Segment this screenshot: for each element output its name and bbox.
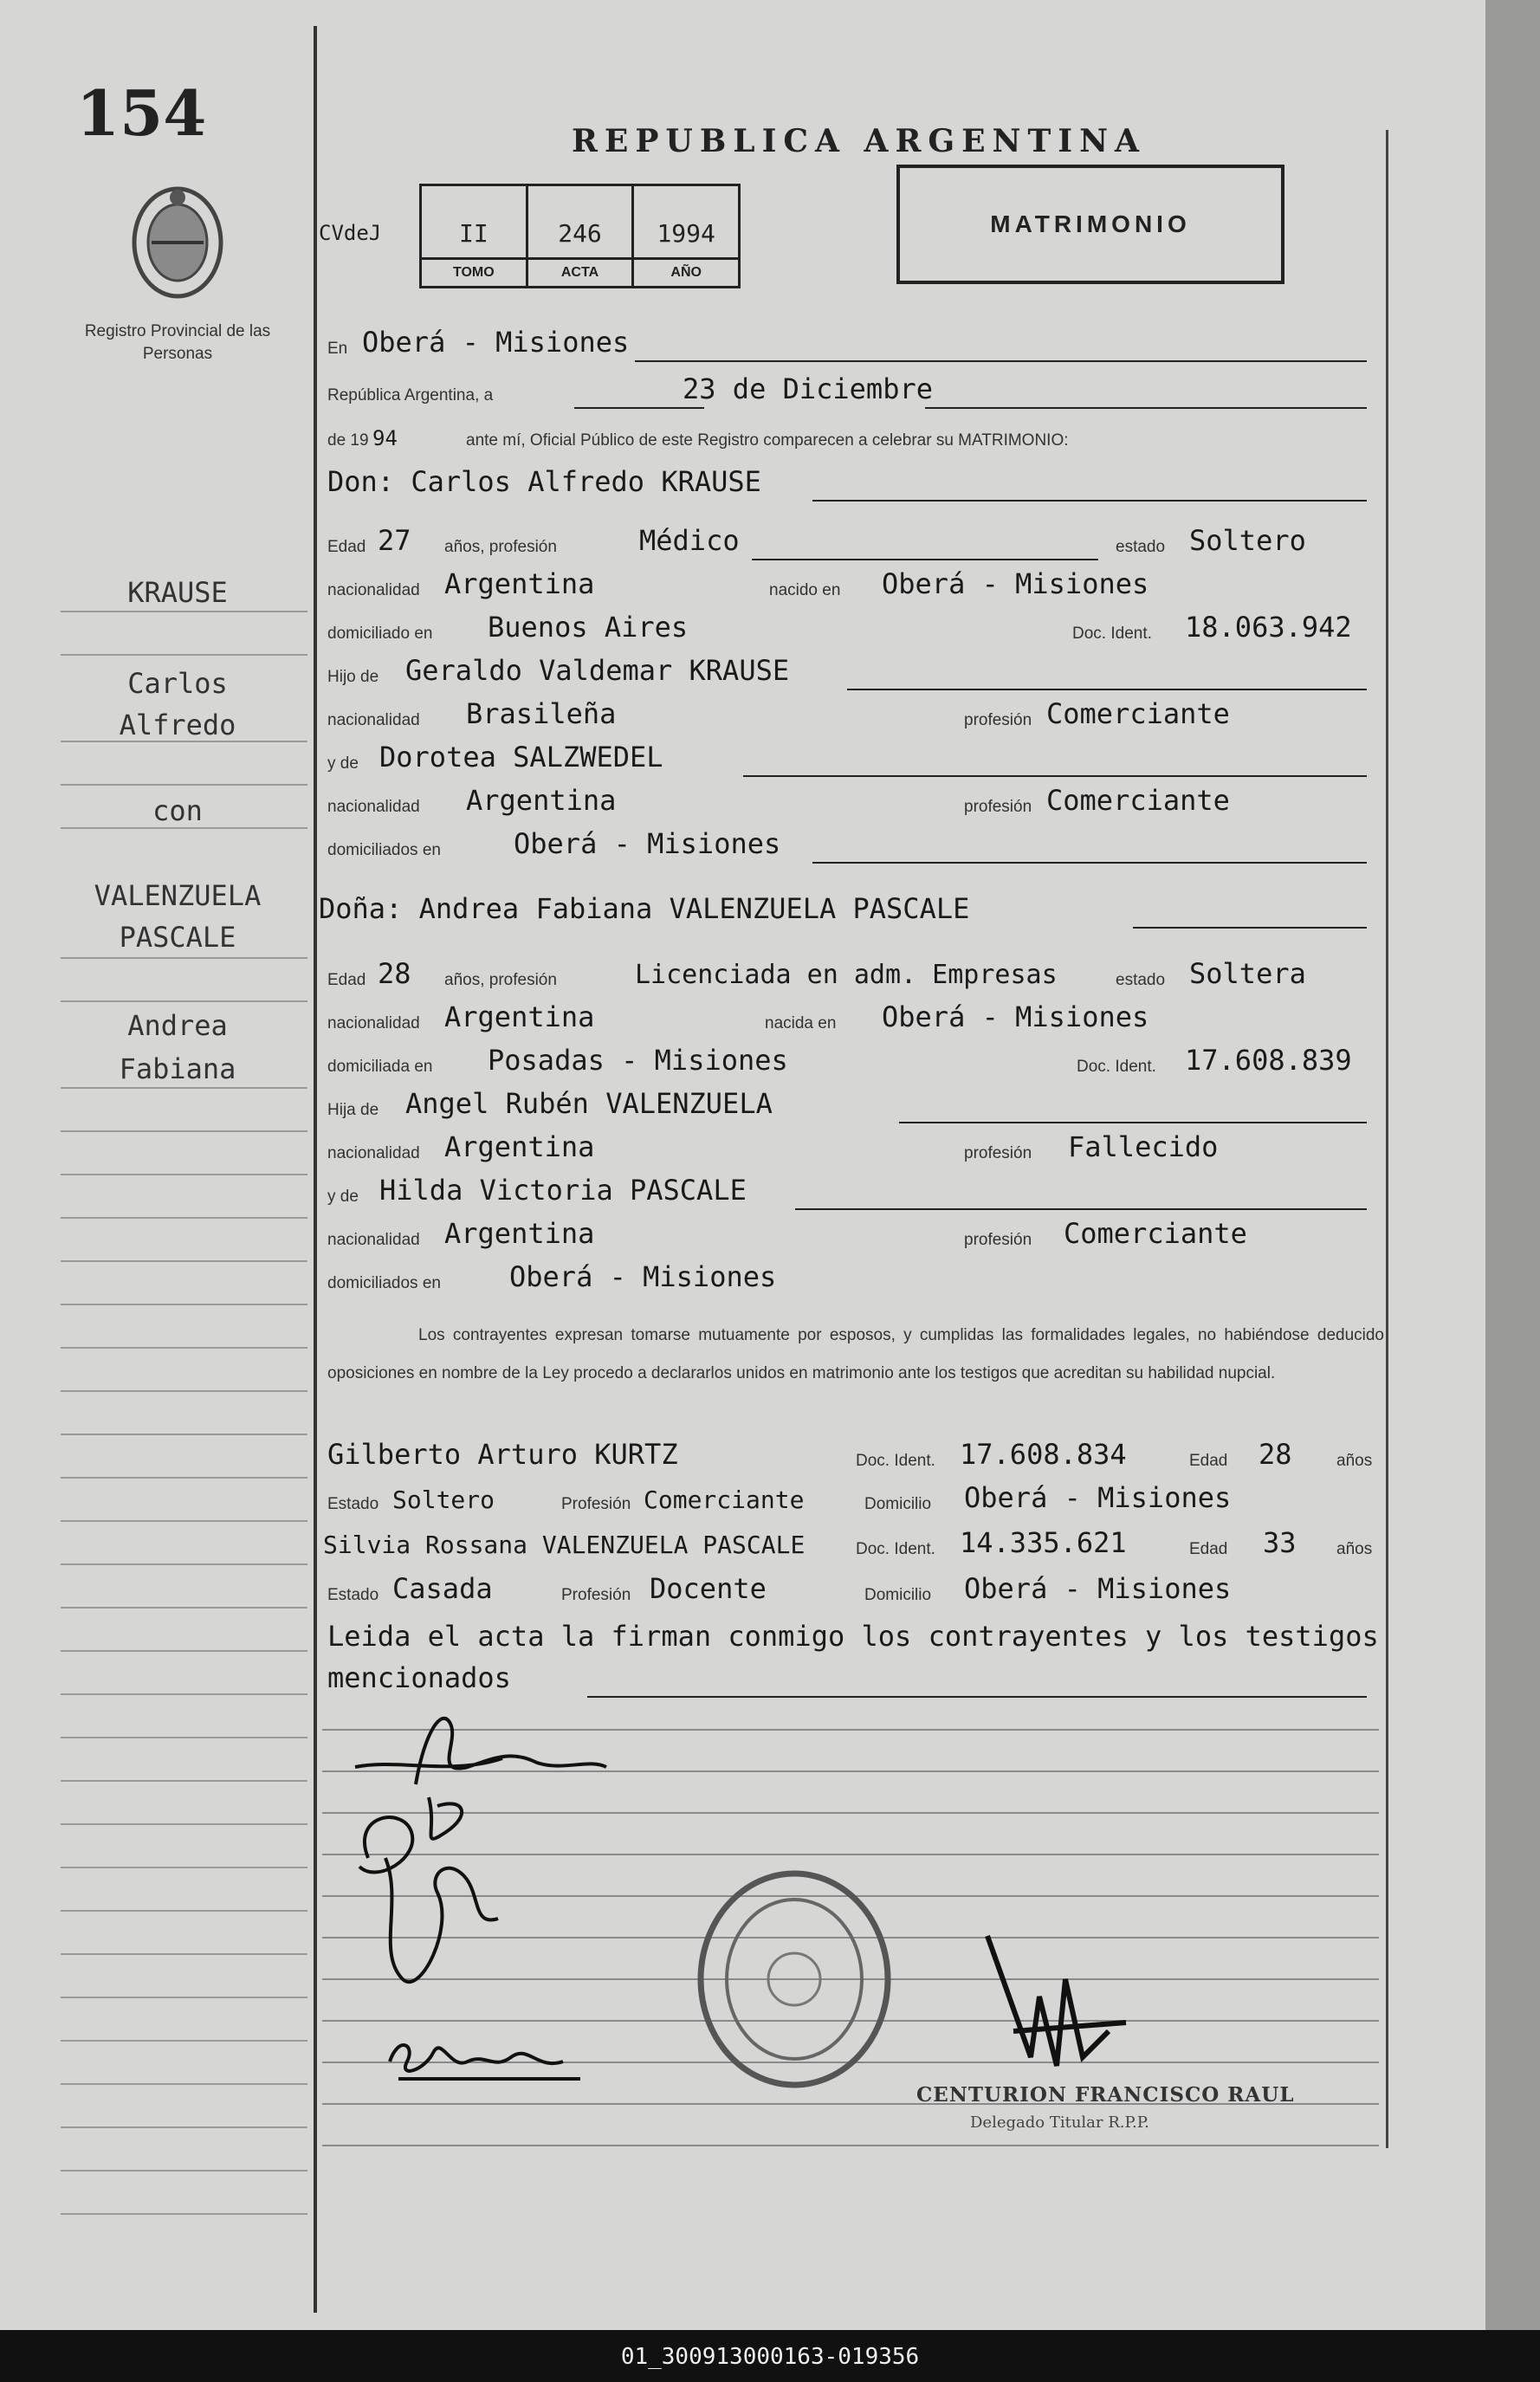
row-witness2-name xyxy=(323,1526,1388,1564)
prof-label: profesión xyxy=(964,1144,1032,1162)
row-bride-domicile xyxy=(327,1044,1388,1082)
signature-bride xyxy=(333,1780,559,2005)
signature-official xyxy=(979,1927,1135,2092)
margin-ruled-line xyxy=(61,2126,307,2128)
bride-birthplace: Oberá - Misiones xyxy=(882,1000,1149,1033)
official-name: CENTURION FRANCISCO RAUL xyxy=(916,2083,1295,2107)
document-header: REPUBLICA ARGENTINA xyxy=(572,123,1146,159)
row-groom-age xyxy=(327,524,1388,562)
witness2-marital: Casada xyxy=(392,1572,493,1605)
dom-label: Domicilio xyxy=(864,1586,932,1604)
edad-label: Edad xyxy=(327,538,366,556)
acta-cell xyxy=(528,186,635,286)
ruled-line xyxy=(322,2145,1379,2146)
acta-label: ACTA xyxy=(528,257,632,286)
official-stamp xyxy=(693,1867,896,2092)
groom-father-profession: Comerciante xyxy=(1046,697,1230,730)
image-id-label: 01_300913000163-019356 xyxy=(620,2344,920,2370)
anos-prof-label: años, profesión xyxy=(444,971,557,989)
blank-line xyxy=(925,407,1367,409)
row-witness1-name xyxy=(327,1438,1388,1476)
groom-doc: 18.063.942 xyxy=(1185,611,1352,644)
prof-label: profesión xyxy=(964,798,1032,816)
row-groom-parents-dom xyxy=(327,827,1388,865)
row-bride-mother xyxy=(327,1174,1388,1212)
blank-line xyxy=(899,1122,1367,1123)
margin-ruled-line xyxy=(61,1260,307,1262)
anos-label: años xyxy=(1336,1540,1373,1558)
place-value: Oberá - Misiones xyxy=(362,326,630,359)
blank-line xyxy=(812,862,1367,864)
row-bride-father xyxy=(327,1087,1388,1125)
prof-label: profesión xyxy=(964,1231,1032,1249)
margin-note-surname: KRAUSE xyxy=(127,576,228,609)
nac-label: nacionalidad xyxy=(327,1014,420,1032)
row-groom-father-nat xyxy=(327,697,1388,735)
nac-label: nacionalidad xyxy=(327,1144,420,1162)
bride-marital: Soltera xyxy=(1189,957,1306,990)
nac-label: nacionalidad xyxy=(327,581,420,599)
groom-profession: Médico xyxy=(639,524,740,557)
margin-ruled-line xyxy=(61,784,307,786)
prof-label: Profesión xyxy=(561,1495,631,1513)
margin-note-con: con xyxy=(152,794,203,827)
bride-age: 28 xyxy=(378,957,411,990)
witness2-age: 33 xyxy=(1263,1526,1297,1559)
row-bride-nationality xyxy=(327,1000,1388,1039)
estado-label: Estado xyxy=(327,1495,379,1513)
margin-ruled-line xyxy=(61,2170,307,2172)
cvdej-note: CVdeJ xyxy=(319,221,382,245)
estado-label: estado xyxy=(1116,971,1166,989)
row-groom-nationality xyxy=(327,567,1388,605)
signature-witness xyxy=(381,2027,589,2087)
margin-ruled-line xyxy=(61,1607,307,1608)
nac-label: nacionalidad xyxy=(327,798,420,816)
doc-label: Doc. Ident. xyxy=(1077,1058,1156,1076)
margin-ruled-line xyxy=(61,1174,307,1175)
hija-label: Hija de xyxy=(327,1101,379,1119)
estado-label: estado xyxy=(1116,538,1166,556)
witness1-marital: Soltero xyxy=(392,1486,495,1514)
margin-ruled-line xyxy=(61,2040,307,2042)
row-groom-domicile xyxy=(327,611,1388,649)
bride-mother-profession: Comerciante xyxy=(1064,1217,1247,1250)
bride-nationality: Argentina xyxy=(444,1000,595,1033)
hijo-label: Hijo de xyxy=(327,668,379,686)
blank-line xyxy=(752,559,1098,560)
witness2-profession: Docente xyxy=(650,1572,767,1605)
groom-age: 27 xyxy=(378,524,411,557)
bride-domicile: Posadas - Misiones xyxy=(488,1044,788,1077)
groom-name: Don: Carlos Alfredo KRAUSE xyxy=(327,465,761,498)
groom-parents-domicile: Oberá - Misiones xyxy=(514,827,781,860)
dom-label: domiciliada en xyxy=(327,1058,433,1076)
coat-of-arms-seal xyxy=(126,182,230,303)
doc-label: Doc. Ident. xyxy=(1072,625,1152,643)
blank-line xyxy=(587,1696,1367,1698)
row-groom-father xyxy=(327,654,1388,692)
prof-label: Profesión xyxy=(561,1586,631,1604)
groom-mother: Dorotea SALZWEDEL xyxy=(379,741,663,774)
estado-label: Estado xyxy=(327,1586,379,1604)
anio-label: AÑO xyxy=(634,257,738,286)
margin-ruled-line xyxy=(61,1650,307,1652)
margin-ruled-line xyxy=(61,1693,307,1695)
groom-birthplace: Oberá - Misiones xyxy=(882,567,1149,600)
row-bride-name xyxy=(319,892,1388,930)
witness1-profession: Comerciante xyxy=(644,1486,805,1514)
bride-mother-nationality: Argentina xyxy=(444,1217,595,1250)
margin-ruled-line xyxy=(61,2213,307,2215)
bride-profession: Licenciada en adm. Empresas xyxy=(635,960,1058,990)
margin-ruled-line xyxy=(61,1867,307,1868)
margin-ruled-line xyxy=(61,1434,307,1435)
intro-tail: ante mí, Oficial Público de este Registro comparecen a celebrar su MATRIMONIO: xyxy=(466,431,1069,450)
row-bride-parents-dom xyxy=(327,1260,1388,1298)
y-de-label: y de xyxy=(327,1188,359,1206)
blank-line xyxy=(574,407,704,409)
bride-father-profession: Fallecido xyxy=(1068,1130,1219,1163)
closing-line-2: mencionados xyxy=(327,1661,511,1694)
witness2-domicile: Oberá - Misiones xyxy=(964,1572,1232,1605)
row-date xyxy=(327,372,1388,411)
bride-father-nationality: Argentina xyxy=(444,1130,595,1163)
witness1-doc: 17.608.834 xyxy=(960,1438,1127,1471)
year-suffix: 94 xyxy=(372,426,398,450)
margin-note-surname2b: PASCALE xyxy=(119,921,236,954)
closing-line-1: Leida el acta la firman conmigo los contrayentes y los testigos xyxy=(327,1620,1379,1653)
blank-line xyxy=(1133,927,1367,929)
edad-label: Edad xyxy=(1189,1452,1228,1470)
bride-parents-domicile: Oberá - Misiones xyxy=(509,1260,777,1293)
margin-ruled-line xyxy=(61,1823,307,1825)
edad-label: Edad xyxy=(327,971,366,989)
margin-ruled-line xyxy=(61,1217,307,1219)
witness2-doc: 14.335.621 xyxy=(960,1526,1127,1559)
row-place xyxy=(327,326,1388,364)
row-closing-1 xyxy=(327,1620,1388,1658)
adjacent-page-edge xyxy=(1485,0,1540,2330)
witness2-name: Silvia Rossana VALENZUELA PASCALE xyxy=(323,1531,806,1559)
margin-ruled-line xyxy=(61,1737,307,1738)
blank-line xyxy=(635,360,1367,362)
groom-father: Geraldo Valdemar KRAUSE xyxy=(405,654,790,687)
margin-ruled-line xyxy=(61,1910,307,1912)
prof-label: profesión xyxy=(964,711,1032,729)
official-title: Delegado Titular R.P.P. xyxy=(970,2113,1149,2132)
margin-note-given3: Andrea xyxy=(127,1009,228,1042)
margin-note-given2: Alfredo xyxy=(119,709,236,741)
date-value: 23 de Diciembre xyxy=(683,372,933,405)
margin-rule xyxy=(314,26,317,2313)
tomo-value: II xyxy=(458,219,489,248)
tomo-cell xyxy=(422,186,528,286)
bride-name: Doña: Andrea Fabiana VALENZUELA PASCALE xyxy=(319,892,970,925)
margin-ruled-line xyxy=(61,1347,307,1349)
doms-label: domiciliados en xyxy=(327,1274,441,1292)
tomo-acta-grid xyxy=(419,184,741,288)
margin-ruled-line xyxy=(61,1477,307,1479)
nacido-label: nacido en xyxy=(769,581,841,599)
margin-note-surname2a: VALENZUELA xyxy=(94,879,262,912)
bride-father: Angel Rubén VALENZUELA xyxy=(405,1087,773,1120)
margin-ruled-line xyxy=(61,1000,307,1002)
dom-label: domiciliado en xyxy=(327,625,433,643)
blank-line xyxy=(812,500,1367,502)
groom-marital: Soltero xyxy=(1189,524,1306,557)
de-label: de 19 xyxy=(327,431,369,450)
margin-ruled-line xyxy=(61,1520,307,1522)
groom-nationality: Argentina xyxy=(444,567,595,600)
blank-line xyxy=(847,689,1367,690)
blank-line xyxy=(795,1208,1367,1210)
folio-number: 154 xyxy=(76,76,207,150)
margin-ruled-line xyxy=(61,1563,307,1565)
registry-name: Registro Provincial de las Personas xyxy=(84,322,271,363)
nacida-label: nacida en xyxy=(765,1014,837,1032)
blank-line xyxy=(743,775,1367,777)
act-type: MATRIMONIO xyxy=(990,210,1191,237)
row-witness1-details xyxy=(327,1481,1388,1519)
bride-mother: Hilda Victoria PASCALE xyxy=(379,1174,747,1207)
tomo-label: TOMO xyxy=(422,257,526,286)
row-bride-father-nat xyxy=(327,1130,1388,1168)
groom-domicile: Buenos Aires xyxy=(488,611,689,644)
margin-ruled-line xyxy=(61,1997,307,1998)
row-year xyxy=(327,417,1388,456)
margin-note-given1: Carlos xyxy=(127,667,228,700)
margin-ruled-line xyxy=(61,1130,307,1132)
doc-label: Doc. Ident. xyxy=(856,1540,935,1558)
margin-ruled-line xyxy=(61,1780,307,1782)
bride-doc: 17.608.839 xyxy=(1185,1044,1352,1077)
anio-value: 1994 xyxy=(657,219,715,248)
margin-ruled-line xyxy=(61,1390,307,1392)
witness1-age: 28 xyxy=(1259,1438,1292,1471)
margin-note-given4: Fabiana xyxy=(119,1052,236,1085)
en-label: En xyxy=(327,340,348,358)
groom-mother-profession: Comerciante xyxy=(1046,784,1230,817)
row-witness2-details xyxy=(327,1572,1388,1610)
declaration-paragraph: Los contrayentes expresan tomarse mutuamente por esposos, y cumplidas las formalidades legales, no habiéndose deducido oposiciones en nombre de la Ley procedo a declararlos unidos en matrimonio ante los testigos que acreditan su habilidad nupcial. xyxy=(327,1326,1384,1382)
groom-mother-nationality: Argentina xyxy=(466,784,617,817)
nac-label: nacionalidad xyxy=(327,711,420,729)
y-de-label: y de xyxy=(327,754,359,773)
doc-label: Doc. Ident. xyxy=(856,1452,935,1470)
act-type-box xyxy=(896,165,1284,284)
row-groom-mother xyxy=(327,741,1388,779)
anio-cell xyxy=(634,186,738,286)
margin-ruled-line xyxy=(61,1304,307,1305)
republica-label: República Argentina, a xyxy=(327,386,494,405)
anos-prof-label: años, profesión xyxy=(444,538,557,556)
margin-ruled-line xyxy=(61,654,307,656)
row-bride-age xyxy=(327,957,1388,995)
margin-ruled-line xyxy=(61,1953,307,1955)
witness1-domicile: Oberá - Misiones xyxy=(964,1481,1232,1514)
nac-label: nacionalidad xyxy=(327,1231,420,1249)
row-groom-name xyxy=(327,465,1388,503)
groom-father-nationality: Brasileña xyxy=(466,697,617,730)
edad-label: Edad xyxy=(1189,1540,1228,1558)
acta-value: 246 xyxy=(558,219,602,248)
row-closing-2 xyxy=(327,1661,1388,1699)
doms-label: domiciliados en xyxy=(327,841,441,859)
margin-ruled-line xyxy=(61,2083,307,2085)
anos-label: años xyxy=(1336,1452,1373,1470)
witness1-name: Gilberto Arturo KURTZ xyxy=(327,1438,678,1471)
row-groom-mother-nat xyxy=(327,784,1388,822)
dom-label: Domicilio xyxy=(864,1495,932,1513)
row-bride-mother-nat xyxy=(327,1217,1388,1255)
